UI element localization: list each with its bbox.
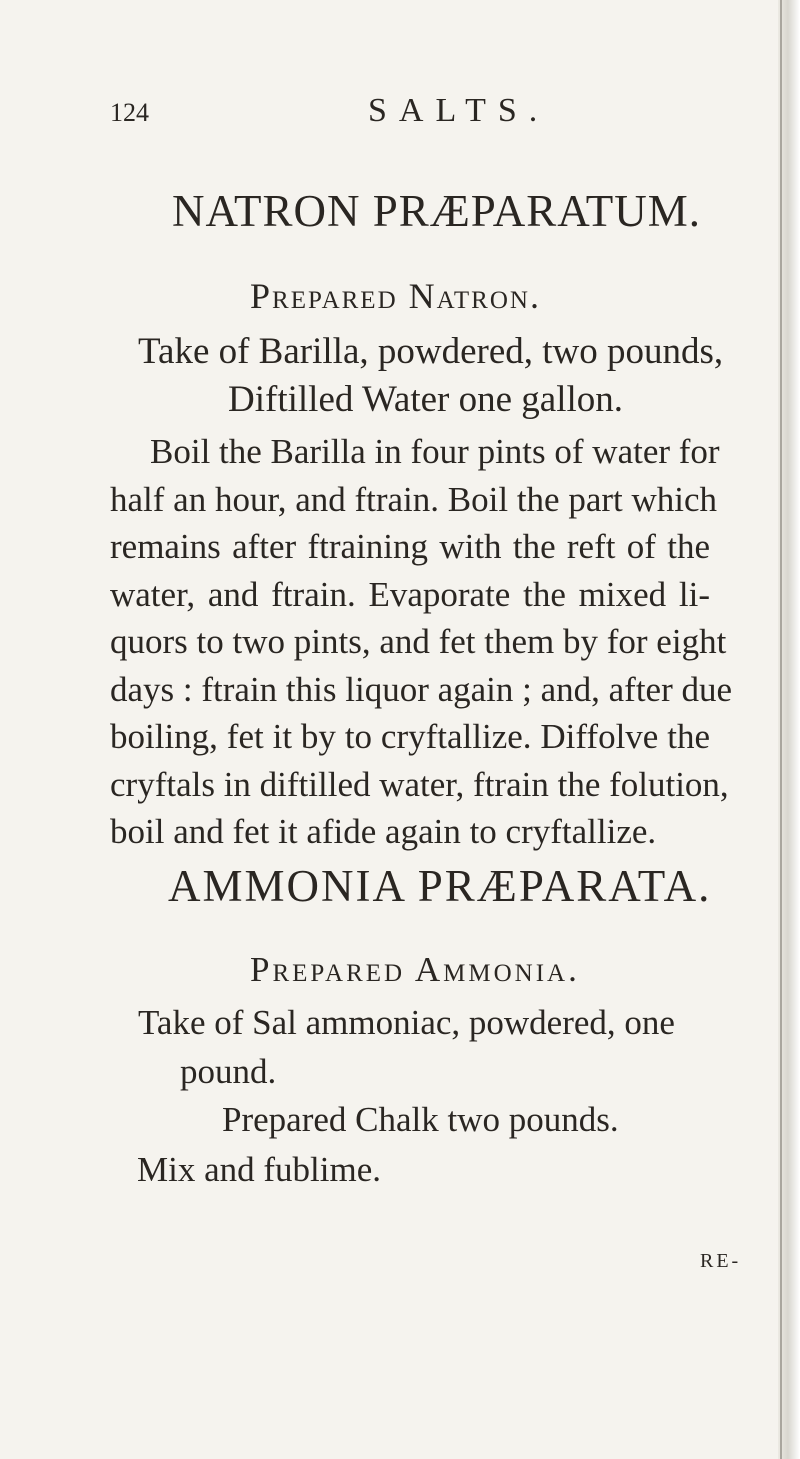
running-head: SALTS. (368, 92, 550, 129)
instruction-line: boiling, fet it by to cryftallize. Diffolve the (110, 717, 710, 756)
instruction-line: remains after ftraining with the reft of the (110, 527, 710, 566)
ingredient-line: Diftilled Water one gallon. (228, 379, 624, 420)
instruction-line: cryftals in diftilled water, ftrain the folution, (110, 764, 729, 804)
catchword: RE- (700, 1250, 742, 1272)
section-title-natron: NATRON PRÆPARATUM. (172, 186, 701, 236)
instruction-line: Mix and fublime. (137, 1150, 381, 1189)
instruction-line: Boil the Barilla in four pints of water for (150, 432, 720, 471)
instruction-line: quors to two pints, and fet them by for eight (110, 622, 727, 661)
ingredient-line: Prepared Chalk two pounds. (222, 1100, 619, 1139)
section-title-ammonia: AMMONIA PRÆPARATA. (168, 861, 712, 911)
page-edge-line (780, 0, 782, 1459)
instruction-line: half an hour, and ftrain. Boil the part which (110, 479, 718, 519)
ingredient-line: pound. (180, 1052, 277, 1091)
instruction-line: water, and ftrain. Evaporate the mixed li- (110, 574, 710, 614)
section-subtitle-natron: Prepared Natron. (250, 276, 541, 316)
instruction-line: days : ftrain this liquor again ; and, after due (110, 669, 733, 709)
ingredient-line: Take of Barilla, powdered, two pounds, (138, 331, 724, 372)
page-number: 124 (110, 98, 149, 127)
ingredient-line: Take of Sal ammoniac, powdered, one (138, 1003, 675, 1042)
section-subtitle-ammonia: Prepared Ammonia. (250, 950, 580, 989)
page-header (110, 92, 750, 132)
instruction-line: boil and fet it afide again to cryftallize. (110, 812, 657, 851)
natron-instructions (110, 428, 733, 856)
